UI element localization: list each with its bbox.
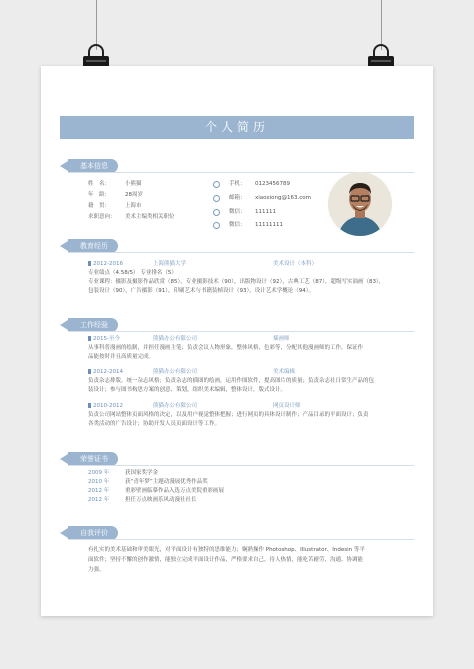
self-evaluation-line: 有扎实的美术基础和审美眼光，对平面设计有独特的思维能力；娴熟操作 Photoshop、Illustrator、Indesin 等平 bbox=[88, 547, 365, 553]
education-line: 专业绩点（4.58/5） 专业排名（5） bbox=[88, 270, 177, 276]
education-major: 美术设计（本科） bbox=[273, 261, 318, 267]
phone-icon bbox=[213, 181, 220, 188]
age-value: 28周岁 bbox=[125, 192, 143, 198]
job-value: 美术主编类相关职位 bbox=[125, 214, 175, 220]
section-title: 教育经历 bbox=[68, 239, 118, 253]
work-desc: 装设计；参与图书构思方案的创意、策划，组织美术编辑，整体设计，版式设计。 bbox=[88, 387, 287, 393]
hometown-value: 上海市 bbox=[125, 203, 142, 209]
section-education bbox=[60, 239, 414, 253]
honor-year: 2012 年 bbox=[88, 488, 110, 494]
wechat-icon bbox=[213, 209, 220, 216]
page-title: 个人简历 bbox=[60, 116, 414, 139]
job-label: 求职意向： bbox=[88, 214, 116, 220]
section-work bbox=[60, 318, 414, 332]
section-title: 荣誉证书 bbox=[68, 452, 118, 466]
name-value: 小熊猫 bbox=[125, 181, 142, 187]
honor-year: 2010 年 bbox=[88, 479, 110, 485]
honor-text: 获国家奖学金 bbox=[125, 470, 159, 476]
section-honors bbox=[60, 452, 414, 466]
resume-paper bbox=[41, 66, 433, 616]
name-label: 姓 名： bbox=[88, 181, 111, 187]
honor-year: 2012 年 bbox=[88, 497, 110, 503]
wechat-label: 微信： bbox=[229, 209, 246, 215]
honor-text: 重彩壁画临摹作品入选万点美院重彩画展 bbox=[125, 488, 225, 494]
self-evaluation-line: 面软件；坚持不懈的创作激情，能独立完成平面设计作品，严格要求自己，待人热情，能吃苦耐劳，沟通、协调能 bbox=[88, 557, 364, 563]
honor-text: 获“青年梦”主题动漫展优秀作品奖 bbox=[125, 479, 208, 485]
work-company: 熊猫办公有限公司 bbox=[153, 369, 198, 375]
work-role: 美术编辑 bbox=[273, 369, 296, 375]
qq-icon bbox=[213, 222, 220, 229]
phone-label: 手机： bbox=[229, 181, 246, 187]
section-basic-info bbox=[60, 159, 414, 173]
wechat-value: 111111 bbox=[255, 209, 276, 215]
email-label: 邮箱： bbox=[229, 195, 246, 201]
section-title: 工作经验 bbox=[68, 318, 118, 332]
section-self-evaluation bbox=[60, 526, 414, 540]
email-icon bbox=[213, 195, 220, 202]
hometown-label: 籍 贯： bbox=[88, 203, 111, 209]
section-title: 基本信息 bbox=[68, 159, 118, 173]
work-company: 熊猫办公有限公司 bbox=[153, 336, 198, 342]
hanging-wire-right bbox=[381, 0, 382, 50]
education-date: 2012-2016 bbox=[88, 261, 123, 268]
phone-value: 0123456789 bbox=[255, 181, 290, 187]
age-label: 年 龄： bbox=[88, 192, 111, 198]
qq-label: 微信： bbox=[229, 222, 246, 228]
work-desc: 负责公司网站整体页面风格的决定，以及用户视觉整体把握；进行网页的具体设计制作；产品目录的平面设计；负责 bbox=[88, 412, 369, 418]
education-line: 包装设计（90），广告摄影（91），印刷艺术与书籍装帧设计（93），设计艺术学概论（94）。 bbox=[88, 288, 314, 294]
work-date: 2010-2012 bbox=[88, 403, 123, 410]
work-role: 网页设计师 bbox=[273, 403, 301, 409]
section-title: 自我评价 bbox=[68, 526, 118, 540]
honor-year: 2009 年 bbox=[88, 470, 110, 476]
hanging-wire-left bbox=[96, 0, 97, 50]
work-date: 2015-至今 bbox=[88, 336, 120, 343]
education-school: 上海熊猫大学 bbox=[153, 261, 187, 267]
work-desc: 各类活动的广告设计；协助开发人员页面设计等工作。 bbox=[88, 421, 221, 427]
work-date: 2012-2014 bbox=[88, 369, 123, 376]
honor-text: 担任万点映画乐风动漫社社长 bbox=[125, 497, 197, 503]
work-desc: 品能按时并且高质量完成。 bbox=[88, 354, 155, 360]
qq-value: 11111111 bbox=[255, 222, 283, 228]
avatar bbox=[328, 172, 392, 236]
work-desc: 负责杂志排版，统一杂志风格；负责杂志的插图的绘画，运用作图软件，提高图片的质量；负责杂志社日常生产品的包 bbox=[88, 378, 375, 384]
work-desc: 从事科普漫画的绘制，并担任漫画主笔；负责会议人物形象，整体风格，色彩等，分配其他漫画师的工作，保证作 bbox=[88, 345, 364, 351]
work-role: 插画师 bbox=[273, 336, 290, 342]
self-evaluation-line: 力强。 bbox=[88, 567, 105, 573]
education-line: 专业课程：摄影及摄影作品欣赏（85），专业摄影技术（90），出版物设计（92），古典工艺（87），超级写实油画（83）， bbox=[88, 279, 385, 285]
work-company: 熊猫办公有限公司 bbox=[153, 403, 198, 409]
email-value: xiaoxiong@163.com bbox=[255, 195, 311, 201]
